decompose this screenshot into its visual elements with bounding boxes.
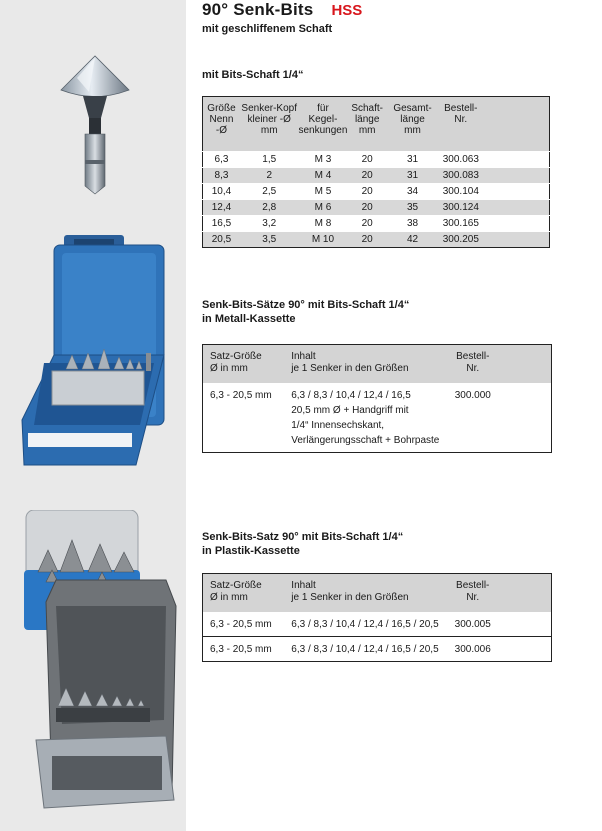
column-header: Inhalt je 1 Senker in den Größen bbox=[284, 345, 450, 384]
table-row bbox=[203, 200, 550, 216]
section2-heading-line2: in Metall-Kassette bbox=[202, 313, 296, 325]
empty-column-header bbox=[496, 345, 552, 384]
empty-column-header bbox=[496, 574, 552, 613]
table-cell: 35 bbox=[387, 200, 438, 216]
empty-cell bbox=[484, 168, 550, 184]
catalog-content bbox=[186, 0, 602, 831]
column-header: Gesamt- länge mm bbox=[387, 97, 438, 152]
table-cell-size: 6,3 - 20,5 mm bbox=[210, 619, 272, 630]
column-header: Satz-Größe Ø in mm bbox=[203, 574, 285, 613]
table-cell: 300.104 bbox=[438, 184, 483, 200]
table-cell: 2,5 bbox=[240, 184, 299, 200]
table-cell: 20 bbox=[347, 152, 387, 168]
table-cell: M 8 bbox=[298, 216, 347, 232]
table-cell: 300.124 bbox=[438, 200, 483, 216]
table-row bbox=[203, 184, 550, 200]
column-header: für Kegel- senkungen bbox=[298, 97, 347, 152]
countersink-bit-image bbox=[55, 48, 135, 198]
empty-cell bbox=[484, 184, 550, 200]
table-row bbox=[203, 637, 552, 662]
table-cell: 300.165 bbox=[438, 216, 483, 232]
empty-cell bbox=[484, 232, 550, 248]
table-cell: 20 bbox=[347, 200, 387, 216]
table-cell: 12,4 bbox=[203, 200, 240, 216]
table-cell: 34 bbox=[387, 184, 438, 200]
image-sidebar bbox=[0, 0, 186, 831]
table-cell: 20 bbox=[347, 216, 387, 232]
table-cell: 3,5 bbox=[240, 232, 299, 248]
section3-heading bbox=[202, 530, 403, 558]
column-header: Bestell- Nr. bbox=[438, 97, 483, 152]
empty-column-header bbox=[484, 97, 550, 152]
title-row bbox=[202, 0, 362, 20]
table-cell: 20 bbox=[347, 168, 387, 184]
empty-cell bbox=[484, 200, 550, 216]
table-row bbox=[203, 383, 552, 453]
column-header: Senker-Kopf kleiner -Ø mm bbox=[240, 97, 299, 152]
empty-cell bbox=[496, 612, 552, 637]
section3-heading-line2: in Plastik-Kassette bbox=[202, 545, 300, 557]
empty-cell bbox=[496, 637, 552, 662]
section2-heading bbox=[202, 298, 409, 326]
table-row bbox=[203, 168, 550, 184]
table-cell: M 4 bbox=[298, 168, 347, 184]
section1-heading: mit Bits-Schaft 1/4“ bbox=[202, 69, 304, 81]
table-row bbox=[203, 152, 550, 168]
table-cell: 300.063 bbox=[438, 152, 483, 168]
plastic-set-table bbox=[202, 573, 552, 662]
table-cell-content: 6,3 / 8,3 / 10,4 / 12,4 / 16,5 / 20,5 bbox=[284, 637, 449, 662]
table-cell: 38 bbox=[387, 216, 438, 232]
table-cell: 16,5 bbox=[203, 216, 240, 232]
column-header: Schaft- länge mm bbox=[347, 97, 387, 152]
table-cell: 2,8 bbox=[240, 200, 299, 216]
table-cell: M 10 bbox=[298, 232, 347, 248]
table-cell: 300.083 bbox=[438, 168, 483, 184]
column-header: Inhalt je 1 Senker in den Größen bbox=[284, 574, 449, 613]
empty-cell bbox=[496, 383, 552, 453]
table-cell: 3,2 bbox=[240, 216, 299, 232]
bits-spec-table bbox=[202, 96, 550, 248]
column-header: Bestell- Nr. bbox=[450, 574, 496, 613]
table-cell: 1,5 bbox=[240, 152, 299, 168]
table-cell-nr: 300.006 bbox=[450, 637, 496, 662]
table-cell-size: 6,3 - 20,5 mm bbox=[210, 390, 272, 401]
table-cell-nr: 300.005 bbox=[454, 619, 491, 630]
table-cell-size: 6,3 - 20,5 mm bbox=[203, 637, 285, 662]
table-cell-content: 6,3 / 8,3 / 10,4 / 12,4 / 16,5 / 20,5 bbox=[291, 619, 439, 630]
metal-case-image bbox=[16, 235, 176, 485]
section2-heading-line1: Senk-Bits-Sätze 90° mit Bits-Schaft 1/4“ bbox=[202, 299, 410, 311]
metal-set-table bbox=[202, 344, 552, 453]
table-header-row bbox=[203, 345, 552, 384]
column-header: Größe Nenn -Ø bbox=[203, 97, 240, 152]
table-cell: 300.205 bbox=[438, 232, 483, 248]
table-header-row bbox=[203, 574, 552, 613]
table-cell: 8,3 bbox=[203, 168, 240, 184]
column-header: Satz-Größe Ø in mm bbox=[203, 345, 285, 384]
table-cell: 10,4 bbox=[203, 184, 240, 200]
table-cell: 20 bbox=[347, 184, 387, 200]
table-cell: M 6 bbox=[298, 200, 347, 216]
page-title: 90° Senk-Bits bbox=[202, 0, 314, 19]
table-cell: M 3 bbox=[298, 152, 347, 168]
table-cell: 20 bbox=[347, 232, 387, 248]
column-header: Bestell- Nr. bbox=[450, 345, 496, 384]
table-cell-content: 6,3 / 8,3 / 10,4 / 12,4 / 16,5 20,5 mm Ø + Handgriff mit 1/4“ Innensechskant, Verlängerungsschaft + Bohrpaste bbox=[291, 390, 440, 446]
plastic-case-image bbox=[16, 510, 181, 815]
table-cell: 42 bbox=[387, 232, 438, 248]
empty-cell bbox=[484, 152, 550, 168]
table-cell: 31 bbox=[387, 168, 438, 184]
table-row bbox=[203, 216, 550, 232]
table-cell: 31 bbox=[387, 152, 438, 168]
table-cell: 20,5 bbox=[203, 232, 240, 248]
table-row bbox=[203, 232, 550, 248]
hss-badge: HSS bbox=[331, 2, 363, 19]
table-cell: 6,3 bbox=[203, 152, 240, 168]
table-cell: 2 bbox=[240, 168, 299, 184]
table-cell: M 5 bbox=[298, 184, 347, 200]
table-row bbox=[203, 612, 552, 637]
page-subtitle: mit geschliffenem Schaft bbox=[202, 23, 333, 35]
section3-heading-line1: Senk-Bits-Satz 90° mit Bits-Schaft 1/4“ bbox=[202, 531, 404, 543]
empty-cell bbox=[484, 216, 550, 232]
table-header-row bbox=[203, 97, 550, 152]
table-cell-nr: 300.000 bbox=[454, 390, 491, 401]
